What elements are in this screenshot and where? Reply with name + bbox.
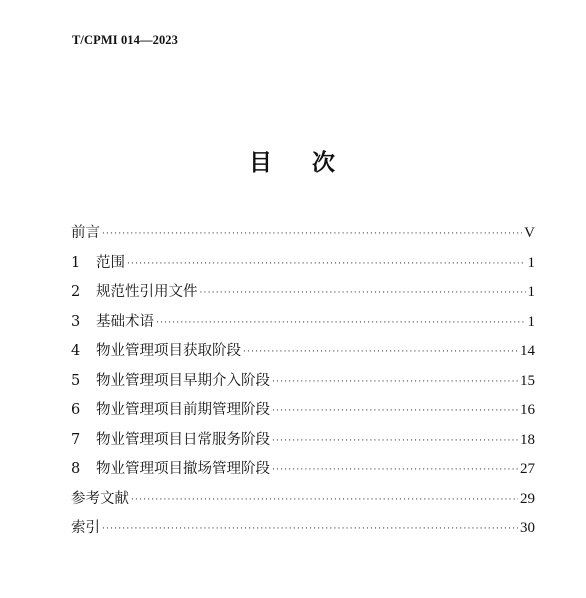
toc-entry-number: 6 — [71, 402, 81, 418]
toc-dot-leader — [156, 309, 526, 339]
toc-entry-number: 5 — [71, 372, 81, 389]
toc-entry-number: 4 — [71, 343, 81, 359]
toc-dot-leader — [200, 279, 526, 309]
toc-entry-page: 18 — [520, 431, 535, 448]
toc-entry-page: V — [524, 225, 535, 241]
toc-dot-leader — [102, 220, 522, 250]
toc-entry-foreword[interactable] — [71, 219, 535, 249]
toc-entry-2[interactable] — [71, 278, 535, 308]
toc-entry-label: 物业管理项目日常服务阶段 — [96, 431, 270, 448]
toc-entry-page: 1 — [527, 313, 535, 330]
toc-entry-label: 物业管理项目撤场管理阶段 — [96, 461, 270, 477]
toc-entry-number: 7 — [71, 431, 81, 448]
toc-entry-page: 14 — [520, 343, 535, 359]
toc-entry-number: 8 — [71, 461, 81, 477]
toc-entry-4[interactable] — [71, 337, 535, 367]
toc-entry-8[interactable] — [71, 455, 535, 485]
toc-entry-page: 15 — [520, 372, 535, 389]
toc-dot-leader — [243, 338, 518, 368]
toc-entry-label: 规范性引用文件 — [96, 284, 198, 300]
page-title — [0, 148, 586, 178]
toc-dot-leader — [272, 456, 518, 486]
toc-entry-label: 参考文献 — [71, 490, 129, 507]
toc-entry-3[interactable] — [71, 308, 535, 338]
toc-dot-leader — [272, 368, 518, 398]
toc-dot-leader — [272, 397, 518, 427]
toc-entry-1[interactable] — [71, 249, 535, 279]
toc-entry-label: 基础术语 — [96, 313, 154, 330]
toc-entry-references[interactable] — [71, 485, 535, 515]
toc-entry-page: 16 — [520, 402, 535, 418]
toc-entry-5[interactable] — [71, 367, 535, 397]
toc-entry-label: 范围 — [96, 254, 125, 271]
toc-dot-leader — [131, 486, 518, 516]
toc-entry-page: 27 — [520, 461, 535, 477]
toc-entry-page: 1 — [527, 284, 535, 300]
toc-entry-index[interactable] — [71, 514, 535, 544]
toc-entry-number: 1 — [71, 254, 81, 271]
toc-dot-leader — [102, 515, 518, 545]
toc-entry-page: 1 — [527, 254, 535, 271]
toc-entry-number: 2 — [71, 284, 81, 300]
toc-entry-6[interactable] — [71, 396, 535, 426]
toc-entry-label: 物业管理项目早期介入阶段 — [96, 372, 270, 389]
toc-entry-label: 物业管理项目获取阶段 — [96, 343, 241, 359]
toc-entry-label: 索引 — [71, 520, 100, 536]
toc-dot-leader — [127, 250, 526, 280]
toc-entry-label: 前言 — [71, 225, 100, 241]
toc-entry-page: 29 — [520, 490, 535, 507]
toc-entry-7[interactable] — [71, 426, 535, 456]
table-of-contents — [71, 219, 535, 544]
toc-entry-page: 30 — [520, 520, 535, 536]
page-title-char-2: 次 — [312, 150, 337, 176]
document-code: T/CPMI 014—2023 — [72, 33, 179, 47]
toc-entry-label: 物业管理项目前期管理阶段 — [96, 402, 270, 418]
page-title-char-1: 目 — [249, 150, 274, 176]
toc-entry-number: 3 — [71, 313, 81, 330]
toc-dot-leader — [272, 427, 518, 457]
